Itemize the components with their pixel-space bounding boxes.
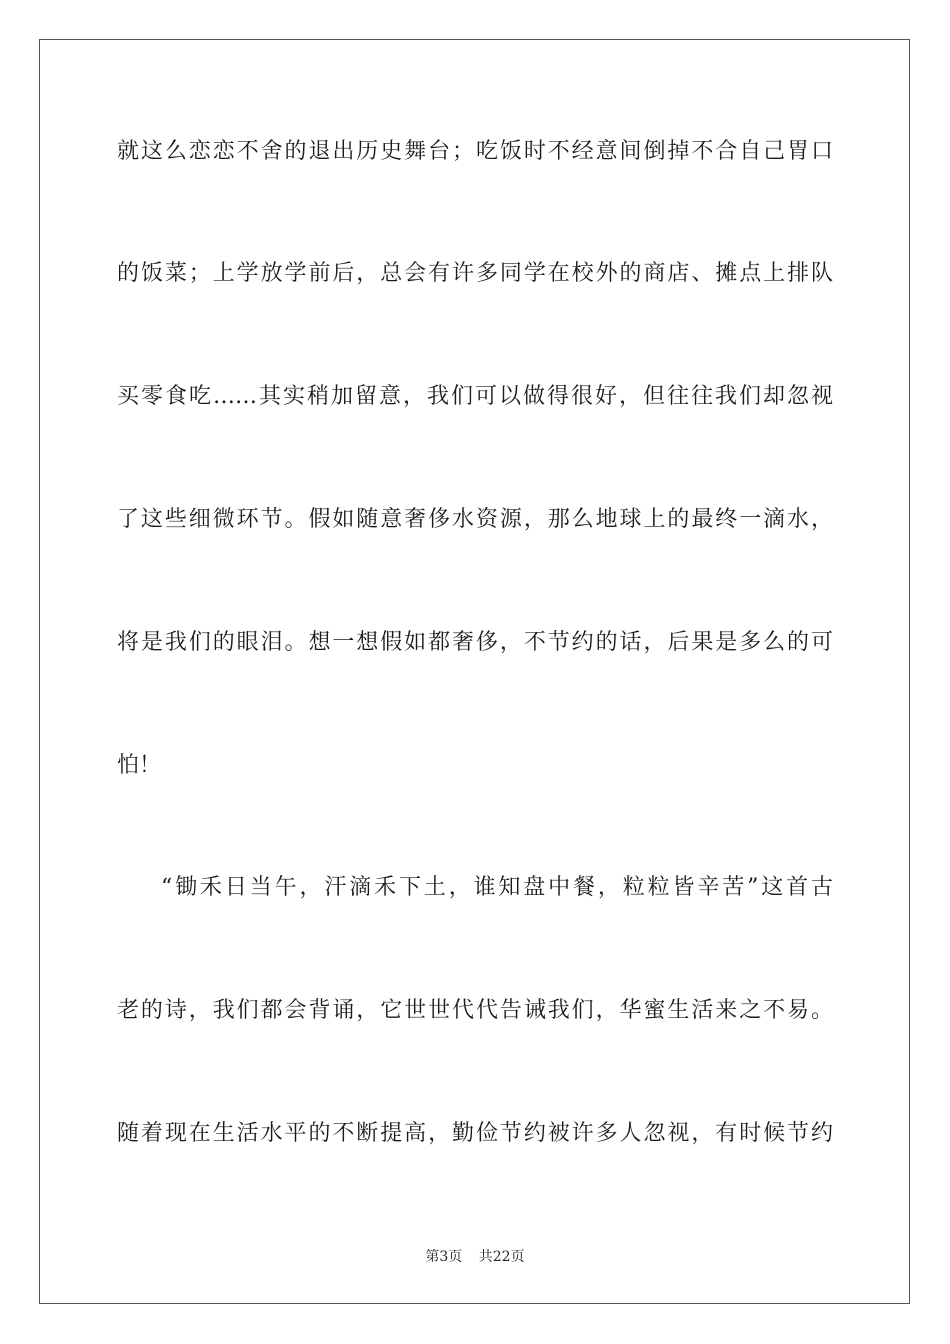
text-line-7: “锄禾日当午，汗滴禾下土，谁知盘中餐，粒粒皆辛苦”这首古 [161, 875, 833, 900]
page-border [39, 39, 910, 1304]
text-line-9: 随着现在生活水平的不断提高，勤俭节约被许多人忽视，有时候节约 [117, 1121, 833, 1146]
page-total: 共22页 [478, 1249, 525, 1265]
text-line-5: 将是我们的眼泪。想一想假如都奢侈，不节约的话，后果是多么的可 [117, 630, 833, 655]
text-line-1: 就这么恋恋不舍的退出历史舞台；吃饭时不经意间倒掉不合自己胃口 [117, 139, 833, 164]
text-line-6: 怕！ [117, 753, 162, 778]
page-footer [0, 1247, 950, 1267]
text-line-3: 买零食吃……其实稍加留意，我们可以做得很好，但往往我们却忽视 [117, 384, 833, 409]
text-line-4: 了这些细微环节。假如随意奢侈水资源，那么地球上的最终一滴水， [117, 507, 833, 532]
text-line-8: 老的诗，我们都会背诵，它世世代代告诫我们，华蜜生活来之不易。 [117, 998, 833, 1023]
text-line-2: 的饭菜；上学放学前后，总会有许多同学在校外的商店、摊点上排队 [117, 261, 833, 286]
page-number: 第3页 [425, 1249, 463, 1265]
